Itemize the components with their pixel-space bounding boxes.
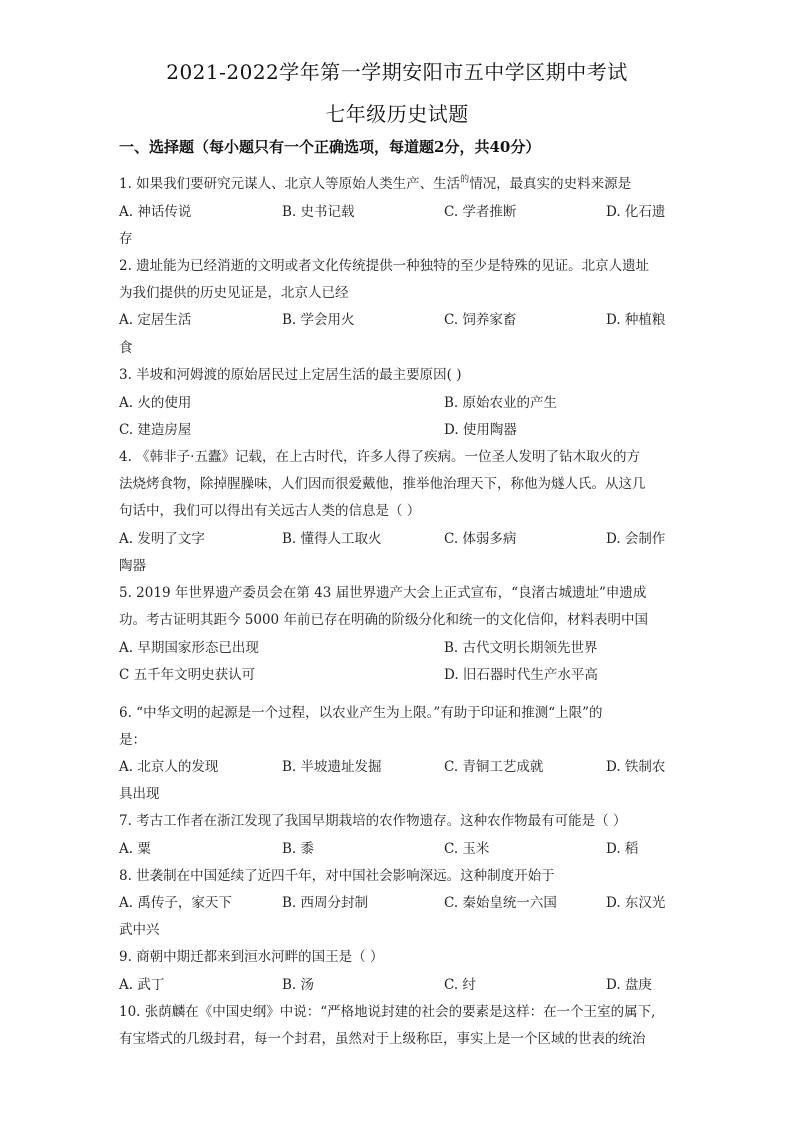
q8-option-d: D. 东汉光 [606, 895, 666, 911]
q1-option-c: C. 学者推断 [444, 204, 517, 220]
q8-option-b: B. 西周分封制 [282, 895, 369, 911]
question-4-line-3: 句话中，我们可以得出有关远古人类的信息是（ ） [119, 503, 421, 519]
q6-option-d-wrap: 具出现 [119, 786, 160, 802]
question-7-stem: 7. 考古工作者在浙江发现了我国早期栽培的农作物遗存。这种农作物最有可能是（ ） [119, 813, 627, 829]
q6-option-b: B. 半坡遗址发掘 [282, 759, 382, 775]
q9-option-a: A. 武丁 [119, 977, 165, 993]
q1-stem-part: 1. 如果我们要研究元谋人、北京人等原始人类生产、生活 [119, 176, 461, 192]
q1-stem-part: 情况，最真实的史料来源是 [469, 176, 632, 192]
section-heading: 一、选择题（每小题只有一个正确选项，每道题2分，共40分） [119, 138, 541, 156]
q9-option-d: D. 盘庚 [606, 977, 652, 993]
q8-option-d-wrap: 武中兴 [119, 922, 160, 938]
q7-option-d: D. 稻 [606, 841, 639, 857]
q3-option-d: D. 使用陶器 [444, 422, 517, 438]
q4-option-b: B. 懂得人工取火 [282, 531, 382, 547]
q4-option-c: C. 体弱多病 [444, 531, 517, 547]
q6-option-d: D. 铁制农 [606, 759, 666, 775]
q1-option-a: A. 神话传说 [119, 204, 192, 220]
question-6-line-1: 6. “中华文明的起源是一个过程，以农业产生为上限。”有助于印证和推测“上限”的 [119, 705, 603, 721]
q1-stem-sup: 的 [460, 175, 470, 185]
question-2-line-2: 为我们提供的历史见证是，北京人已经 [119, 285, 349, 301]
q4-option-a: A. 发明了文字 [119, 531, 205, 547]
q2-option-d: D. 种植粮 [606, 312, 666, 328]
q7-option-b: B. 黍 [282, 841, 315, 857]
q3-option-a: A. 火的使用 [119, 395, 192, 411]
q7-option-c: C. 玉米 [444, 841, 490, 857]
q8-option-c: C. 秦始皇统一六国 [444, 895, 557, 911]
exam-subtitle: 七年级历史试题 [325, 102, 469, 126]
question-10-line-1: 10. 张荫麟在《中国史纲》中说：“严格地说封建的社会的要素是这样：在一个王室的属下, [119, 1004, 656, 1020]
q5-option-b: B. 古代文明长期领先世界 [444, 640, 598, 656]
question-4-line-2: 法烧烤食物，除掉腥臊味，人们因而很爱戴他，推举他治理天下，称他为燧人氏。从这几 [119, 476, 646, 492]
q4-option-d-wrap: 陶器 [119, 558, 146, 574]
q2-option-a: A. 定居生活 [119, 312, 192, 328]
q5-option-d: D. 旧石器时代生产水平高 [444, 667, 598, 683]
q1-option-d: D. 化石遗 [606, 204, 666, 220]
question-6-line-2: 是： [119, 732, 146, 748]
q6-option-c: C. 青铜工艺成就 [444, 759, 544, 775]
q9-option-b: B. 汤 [282, 977, 315, 993]
question-5-line-2: 功。考古证明其距今 5000 年前已存在明确的阶级分化和统一的文化信仰，材料表明中国 [119, 612, 648, 628]
q8-option-a: A. 禹传子，家天下 [119, 895, 232, 911]
q2-option-b: B. 学会用火 [282, 312, 355, 328]
q5-option-c: C 五千年文明史获认可 [119, 667, 256, 683]
question-2-line-1: 2. 遗址能为已经消逝的文明或者文化传统提供一种独特的至少是特殊的见证。北京人遗址 [119, 258, 650, 274]
q9-option-c: C. 纣 [444, 977, 476, 993]
question-1-stem [119, 172, 679, 192]
q5-option-a: A. 早期国家形态已出现 [119, 640, 259, 656]
q3-option-b: B. 原始农业的产生 [444, 395, 558, 411]
q1-option-d-wrap: 存 [119, 231, 133, 247]
exam-title: 2021-2022学年第一学期安阳市五中学区期中考试 [166, 60, 628, 84]
q2-option-c: C. 饲养家畜 [444, 312, 517, 328]
question-4-line-1: 4. 《韩非子·五蠹》记载，在上古时代，许多人得了疾病。一位圣人发明了钻木取火的方 [119, 449, 640, 465]
question-9-stem: 9. 商朝中期迁都来到洹水河畔的国王是（ ） [119, 949, 384, 965]
q2-option-d-wrap: 食 [119, 340, 133, 356]
question-10-line-2: 有宝塔式的几级封君，每一个封君，虽然对于上级称臣，事实上是一个区域的世表的统治 [119, 1031, 646, 1047]
q3-option-c: C. 建造房屋 [119, 422, 192, 438]
q1-option-b: B. 史书记载 [282, 204, 355, 220]
question-5-line-1: 5. 2019 年世界遗产委员会在第 43 届世界遗产大会上正式宣布，“良渚古城遗址”申遗成 [119, 585, 647, 601]
question-8-stem: 8. 世袭制在中国延续了近四千年，对中国社会影响深远。这种制度开始于 [119, 868, 555, 884]
question-3-stem: 3. 半坡和河姆渡的原始居民过上定居生活的最主要原因( ) [119, 367, 462, 383]
q6-option-a: A. 北京人的发现 [119, 759, 219, 775]
q7-option-a: A. 粟 [119, 841, 151, 857]
q4-option-d: D. 会制作 [606, 531, 666, 547]
